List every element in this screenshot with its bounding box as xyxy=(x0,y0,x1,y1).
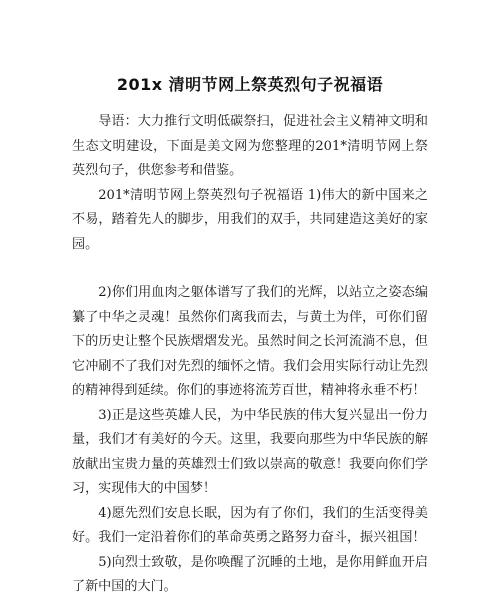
paragraph-4: 4)愿先烈们安息长眠，因为有了你们，我们的生活变得美好。我们一定沿着你们的革命英勇之路努力奋斗，振兴祖国！ xyxy=(72,505,428,545)
intro-paragraph: 导语：大力推行文明低碳祭扫，促进社会主义精神文明和生态文明建设，下面是美文网为您整理的201*清明节网上祭英烈句子，供您参考和借鉴。 xyxy=(72,114,428,178)
paragraph-1: 201*清明节网上祭英烈句子祝福语 1)伟大的新中国来之不易，踏着先人的脚步，用我们的双手，共同建造这美好的家园。 xyxy=(72,187,428,252)
paragraph-2: 2)你们用血肉之躯体谱写了我们的光辉，以站立之姿态编纂了中华之灵魂！虽然你们离我而去，与黄土为伴，可你们留下的历史让整个民族熠熠发光。虽然时间之长河流淌不息，但它冲刷不了我们对先烈的缅怀之情。我们会用实际行动让先烈的精神得到延续。你们的事迹将流芳百世，精神将永垂不朽！ xyxy=(72,285,428,398)
document-title: 201x 清明节网上祭英烈句子祝福语 xyxy=(116,75,384,94)
paragraph-5: 5)向烈士致敬，是你唤醒了沉睡的土地，是你用鲜血开启了新中国的大门。 xyxy=(72,554,428,594)
document-body xyxy=(72,110,428,600)
paragraph-3: 3)正是这些英雄人民，为中华民族的伟大复兴显出一份力量，我们才有美好的今天。这里，我要向那些为中华民族的解放献出宝贵力量的英雄烈士们致以崇高的敬意！我要向你们学习，实现伟大的中国梦！ xyxy=(72,407,428,496)
